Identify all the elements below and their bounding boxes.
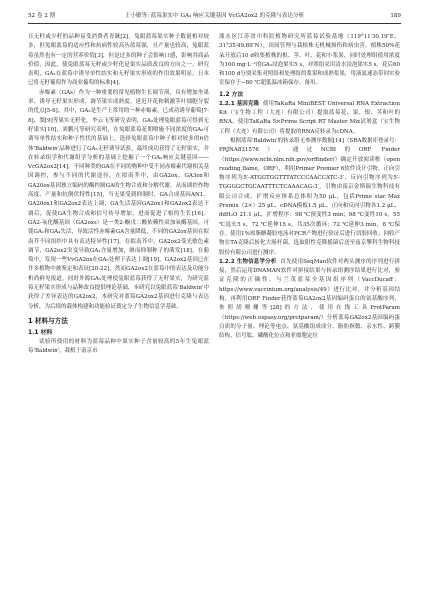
header-volume-issue: 52 卷 2 期 [28,13,56,19]
section-heading-materials-methods: 1 材料与方法 [28,316,68,325]
gene-cloning-text: 使用TaKaRa MiniBEST Universal RNA Extraction Kit（宝生物工程（大连）有限公司）提取蓝莓花、果、根、茎和叶的RNA，使用TaKaRa 5×Prime Script RT Master Mix试剂盒（宝生物工程（大连）有限公司）将提取的RNA反转录为cDNA。 [219,100,400,135]
bioinformatics-text: 首先使用SeqMan软件对两头测序的序列进行拼接，然后运用DNAMAN软件对拼接结果与转录组测序结果进行比对，验证克隆的正确性。与兰茂蓝莓全基因组序列（VaccDucaff：https://www.vaccinium.org/analysis/49）进行比对，并分析基因结构，再利用ORF Finder获得蓝莓GA2ox2基因编码蛋白的氨基酸序列，参照胡珊姗等[28]的方法，使用在线工具ProtParam（https://web.expasy.org/protparam/）分析蓝莓GA2ox2基因编码蛋白质的分子量、理论等电点、氨基酸组成成分、脂肪指数、亲水性、跨膜结构、信号肽、磷酸化位点和亚细胞定位 [219,258,401,340]
intro-paragraph: 且无籽或少籽的品种易受消费者青睐[2]。兔眼蓝莓果实种子数量相对较多，但兔眼蓝莓的适应性和抗病性较高丛蓝莓强，且产量也较高，兔眼蓝莓虽然也有一定的营养价值[3]，但是过多的种子会影响口感，影响其商品价值，因此，使兔眼蓝莓无籽或少籽化是果实品质改良的方向之一。研究表明，GA₃在蓝莓中诱导单性结实和无籽果实形成的作用效果明显，日本已将无籽葡萄作为商业葡萄的标准[4]。 [28,34,209,87]
right-column [219,33,400,342]
materials-continued-paragraph: 溧水区江苏省中科院植物研究所蓝莓试验基地（119°11′30.19″E，31°35′49.89″N）。田间管理与栽植株无机械损伤和病虫害。植株50%花朵开放后10 d收集植株的根、茎、叶、花和小浆果，同时处理组使用浓度为100 mg·L⁻¹的GA₃浸泡果实5 s，对照组采用清水浸泡果实5 s，花后60和100 d分别采集对照组和处理组的浆果和成熟浆果，用液氮速冻带回实验室保存于−80 ℃超低温冰箱保存，备用。 [219,34,400,87]
subsection-heading-methods: 1.2 方法 [219,91,244,98]
bioinformatics-paragraph [219,258,400,342]
materials-paragraph: 试验所使用的材料为蓝莓品种中果实种子含量较高的5年生兔眼蓝莓'Baldwin'，栽植于南京市 [28,338,209,355]
left-column [28,33,209,357]
header-rule [28,23,401,24]
background-paragraph: 赤霉素（GAs）作为一种重要的常见植物生长调节剂，具有增加坐果率、诱导无籽果实形成、调节果实成熟度、延迟开花和刺激茎叶细胞分裂的优点[5-6]。其中，GA₃是生产上常用的一种赤霉素，已成功诱导葡萄[7-8]、梨[9]等果实无籽化。李云飞等研究表明，GA₃处理兔眼蓝莓可得到无籽果实[10]，刘鹏凡等研究表明，在兔眼蓝莓花期喷施不同浓度的GA₃可诱导单性结实和种子性状的基础上，选择兔眼蓝莓中种子相对较多的6倍体'Baldwin'品种进行了GA₃无籽诱导试验，最终成功获得了无籽果实，并在转录组学和代谢组学分析的基础上挖掘了一个GA₃响应关键基因——VcGA2ox2[14]。不同种类的GA在不同的物种中受不同赤霉素代谢相关基因调控，参与不同的代谢途径。在拟南芥中，由GA2ox、GA3ox和GA20ox基因独立编码的酶控制GA的生物合成和分解代谢，从而调控作物高度、产量和抗倒伏特性[15]，当无果受到抑制时，GA合成基因AN1、GA20ox1和GA2ox2表达上调，GA失活基因GA2ox1和GA2ox2表达下调后，促使GA生物合成和信号传导增加，进而促进了根的生长[16]。GA2-氧化酶基因（GA2oxs）是一类2-酮戊二酸依赖性双加氧酶基因，可使GA₁和GA₄失活，导致活性赤霉素GA含量降低，不同的GA2ox基因在拟南芥不同组织中具有表达特异性[17]。在拟南芥中，GA2ox2受光敏色素调节，GA2ox2突变导致GA₃含量增加，继而抑制种子的萌发[18]。在葡萄中，发现一些VvGA2ox在GA₃处理下表达上调[19]。GA2ox2基因已在许多植物中被鉴定和表征[20-22]，然而GA2ox2在蓝莓中的表达及功能分析尚鲜见报道，同时外源GA₃处理使兔眼蓝莓获得了无籽果实，为研究蓝莓无籽果实形成与品种改良提供理论基础，本研究以兔眼蓝莓'Baldwin'中获得了差异表达的GA2ox2，本研究对蓝莓GA2ox2基因进行克隆与表达分析，为后续的载体构建和功能验证奠定分子生物信息学基础。 [28,89,209,310]
subsection-heading-materials: 1.1 材料 [28,329,53,336]
primer-design-paragraph: 根据蓝莓'Baldwin'的转录组无参测序数据[14]（SRA数据库登录号：PRJNA831576），通过NCBI的ORF Finder（https://www.ncbi.nlm.nih.gov/orffinder/）确定开放阅读框（open reading flame，ORF），利用Primer Premier 6软件设计引物，正向引物序列为5′-ATGGTGGTTTATCCCAACCATC-3′，反向引物序列为5′-TGGGGCTGCAATTTCTCAAACAG-3′，引物由南京金斯瑞生物科技有限公司合成。扩增反应体系总体积为50 μL，包括Prime star Max Premix（2×）25 μL、cDNA模板1.5 μL、正向和反向引物各1.2 μL、ddH₂O 21.1 μL。扩增程序：98 ℃预变性3 min；98 ℃变性10 s，55 ℃退火5 s，72 ℃延伸15 s，共35次循环；72 ℃延伸3 min，8 ℃保存。使用1%琼脂糖凝胶电泳对PCR产物进行验证后进行切胶回收；回收产物在TA克隆后转化大肠杆菌，选取阳性克隆摇菌后送至南京擎科生物科技股份有限公司进行测序。 [219,137,400,256]
gene-cloning-heading: 1.2.1 基因克隆 [219,100,260,107]
running-header [28,10,401,22]
gene-cloning-paragraph [219,100,400,137]
header-page-number: 189 [390,13,401,19]
header-article-title: 王小敏等: 蓝莓果实中 GA₃ 响应关键基因 VcGA2ox2 的克隆与表达分析 [124,13,305,19]
bioinformatics-heading: 1.2.2 生物信息学分析 [219,258,277,265]
